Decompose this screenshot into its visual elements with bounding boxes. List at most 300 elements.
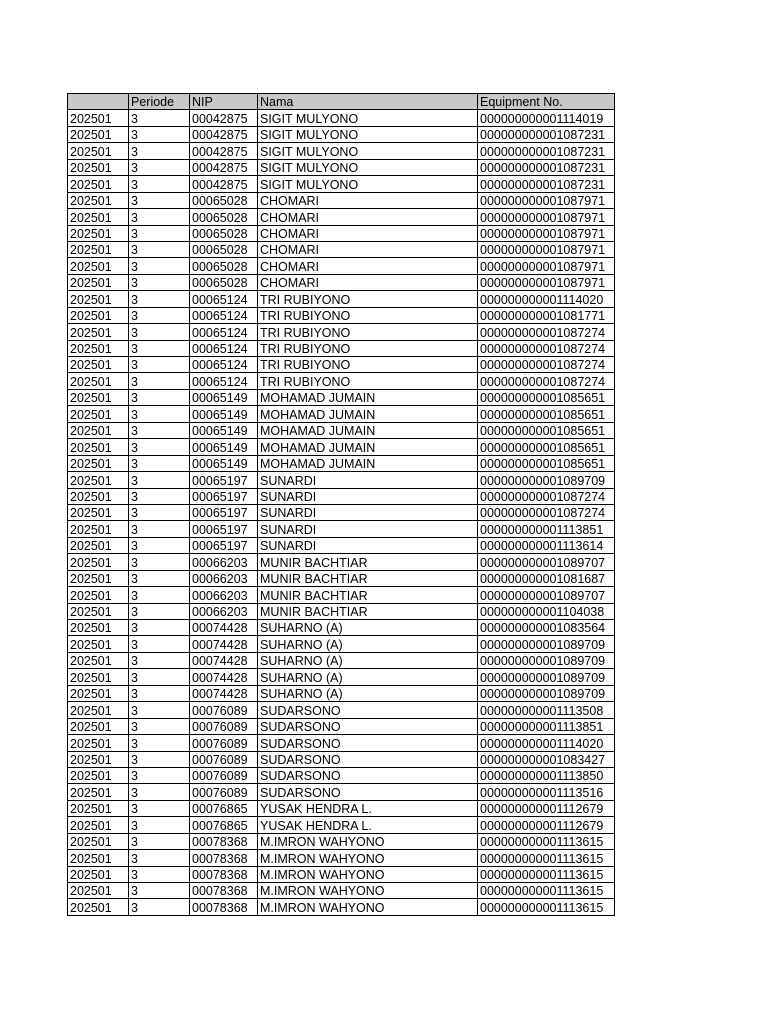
cell-nama: SUHARNO (A) — [258, 669, 478, 685]
table-row — [68, 570, 615, 586]
cell-nip: 00078368 — [190, 866, 258, 882]
cell-period-code: 202501 — [68, 225, 129, 241]
cell-periode: 3 — [129, 472, 190, 488]
cell-nama: MOHAMAD JUMAIN — [258, 439, 478, 455]
cell-periode: 3 — [129, 225, 190, 241]
cell-equipment-no: 000000000001104038 — [478, 603, 615, 619]
header-nip: NIP — [190, 94, 258, 110]
cell-periode: 3 — [129, 702, 190, 718]
cell-nama: SUNARDI — [258, 472, 478, 488]
cell-equipment-no: 000000000001087231 — [478, 159, 615, 175]
cell-nama: SUNARDI — [258, 488, 478, 504]
cell-equipment-no: 000000000001087231 — [478, 126, 615, 142]
cell-periode: 3 — [129, 767, 190, 783]
cell-period-code: 202501 — [68, 422, 129, 438]
cell-periode: 3 — [129, 850, 190, 866]
cell-nip: 00065028 — [190, 258, 258, 274]
cell-period-code: 202501 — [68, 899, 129, 915]
cell-period-code: 202501 — [68, 176, 129, 192]
cell-period-code: 202501 — [68, 488, 129, 504]
cell-nama: SUHARNO (A) — [258, 636, 478, 652]
cell-period-code: 202501 — [68, 833, 129, 849]
cell-equipment-no: 000000000001089709 — [478, 636, 615, 652]
cell-period-code: 202501 — [68, 258, 129, 274]
cell-equipment-no: 000000000001085651 — [478, 439, 615, 455]
cell-nama: MOHAMAD JUMAIN — [258, 422, 478, 438]
cell-nip: 00065028 — [190, 192, 258, 208]
cell-nama: M.IMRON WAHYONO — [258, 883, 478, 899]
cell-equipment-no: 000000000001089707 — [478, 587, 615, 603]
cell-periode: 3 — [129, 488, 190, 504]
cell-nama: SUDARSONO — [258, 735, 478, 751]
table-row — [68, 504, 615, 520]
cell-period-code: 202501 — [68, 537, 129, 553]
cell-period-code: 202501 — [68, 636, 129, 652]
cell-equipment-no: 000000000001112679 — [478, 800, 615, 816]
cell-periode: 3 — [129, 620, 190, 636]
table-row — [68, 389, 615, 405]
cell-nama: M.IMRON WAHYONO — [258, 833, 478, 849]
cell-periode: 3 — [129, 373, 190, 389]
cell-periode: 3 — [129, 521, 190, 537]
cell-equipment-no: 000000000001087231 — [478, 176, 615, 192]
cell-period-code: 202501 — [68, 735, 129, 751]
cell-periode: 3 — [129, 274, 190, 290]
cell-period-code: 202501 — [68, 159, 129, 175]
cell-periode: 3 — [129, 735, 190, 751]
cell-nip: 00042875 — [190, 176, 258, 192]
cell-equipment-no: 000000000001085651 — [478, 455, 615, 471]
cell-periode: 3 — [129, 209, 190, 225]
cell-period-code: 202501 — [68, 603, 129, 619]
table-row — [68, 784, 615, 800]
cell-period-code: 202501 — [68, 373, 129, 389]
cell-equipment-no: 000000000001113615 — [478, 850, 615, 866]
table-row — [68, 340, 615, 356]
cell-equipment-no: 000000000001089709 — [478, 669, 615, 685]
cell-periode: 3 — [129, 324, 190, 340]
cell-periode: 3 — [129, 718, 190, 734]
cell-periode: 3 — [129, 504, 190, 520]
cell-periode: 3 — [129, 126, 190, 142]
cell-period-code: 202501 — [68, 209, 129, 225]
cell-equipment-no: 000000000001089707 — [478, 554, 615, 570]
cell-period-code: 202501 — [68, 241, 129, 257]
cell-period-code: 202501 — [68, 126, 129, 142]
cell-nama: SUNARDI — [258, 537, 478, 553]
table-row — [68, 110, 615, 126]
cell-nama: CHOMARI — [258, 258, 478, 274]
table-row — [68, 735, 615, 751]
table-row — [68, 472, 615, 488]
cell-equipment-no: 000000000001114020 — [478, 291, 615, 307]
cell-period-code: 202501 — [68, 554, 129, 570]
table-row — [68, 587, 615, 603]
cell-nip: 00065124 — [190, 357, 258, 373]
cell-nama: SIGIT MULYONO — [258, 159, 478, 175]
cell-nip: 00078368 — [190, 850, 258, 866]
cell-equipment-no: 000000000001087971 — [478, 274, 615, 290]
cell-period-code: 202501 — [68, 291, 129, 307]
cell-period-code: 202501 — [68, 143, 129, 159]
cell-periode: 3 — [129, 291, 190, 307]
table-row — [68, 800, 615, 816]
cell-nama: MOHAMAD JUMAIN — [258, 406, 478, 422]
cell-nama: TRI RUBIYONO — [258, 324, 478, 340]
cell-period-code: 202501 — [68, 274, 129, 290]
table-row — [68, 159, 615, 175]
cell-nama: SUDARSONO — [258, 702, 478, 718]
cell-periode: 3 — [129, 899, 190, 915]
cell-period-code: 202501 — [68, 817, 129, 833]
cell-nama: SUDARSONO — [258, 767, 478, 783]
cell-equipment-no: 000000000001089709 — [478, 472, 615, 488]
header-col-1 — [68, 94, 129, 110]
cell-periode: 3 — [129, 570, 190, 586]
cell-period-code: 202501 — [68, 866, 129, 882]
cell-equipment-no: 000000000001083564 — [478, 620, 615, 636]
cell-nip: 00076089 — [190, 718, 258, 734]
cell-nip: 00074428 — [190, 652, 258, 668]
table-row — [68, 899, 615, 915]
cell-nip: 00065124 — [190, 307, 258, 323]
cell-periode: 3 — [129, 406, 190, 422]
cell-nama: CHOMARI — [258, 274, 478, 290]
cell-nip: 00065197 — [190, 488, 258, 504]
cell-period-code: 202501 — [68, 850, 129, 866]
cell-nip: 00066203 — [190, 587, 258, 603]
cell-period-code: 202501 — [68, 110, 129, 126]
cell-period-code: 202501 — [68, 685, 129, 701]
cell-nip: 00065028 — [190, 225, 258, 241]
cell-nip: 00065149 — [190, 422, 258, 438]
cell-nip: 00065149 — [190, 389, 258, 405]
table-row — [68, 537, 615, 553]
cell-nip: 00042875 — [190, 159, 258, 175]
cell-periode: 3 — [129, 833, 190, 849]
table-row — [68, 718, 615, 734]
cell-period-code: 202501 — [68, 718, 129, 734]
cell-periode: 3 — [129, 587, 190, 603]
table-row — [68, 702, 615, 718]
header-nama: Nama — [258, 94, 478, 110]
table-row — [68, 866, 615, 882]
cell-nama: CHOMARI — [258, 241, 478, 257]
cell-periode: 3 — [129, 685, 190, 701]
cell-equipment-no: 000000000001087274 — [478, 488, 615, 504]
cell-equipment-no: 000000000001087231 — [478, 143, 615, 159]
table-row — [68, 406, 615, 422]
cell-periode: 3 — [129, 357, 190, 373]
cell-nip: 00065028 — [190, 274, 258, 290]
cell-nama: M.IMRON WAHYONO — [258, 866, 478, 882]
cell-nip: 00074428 — [190, 620, 258, 636]
cell-periode: 3 — [129, 784, 190, 800]
cell-periode: 3 — [129, 176, 190, 192]
cell-period-code: 202501 — [68, 406, 129, 422]
cell-nama: SUNARDI — [258, 504, 478, 520]
table-row — [68, 307, 615, 323]
table-row — [68, 636, 615, 652]
cell-nama: YUSAK HENDRA L. — [258, 800, 478, 816]
cell-periode: 3 — [129, 554, 190, 570]
cell-period-code: 202501 — [68, 652, 129, 668]
cell-nip: 00076089 — [190, 735, 258, 751]
table-row — [68, 685, 615, 701]
cell-nama: SIGIT MULYONO — [258, 143, 478, 159]
cell-equipment-no: 000000000001113615 — [478, 883, 615, 899]
cell-nama: TRI RUBIYONO — [258, 291, 478, 307]
cell-nama: TRI RUBIYONO — [258, 357, 478, 373]
cell-nip: 00076089 — [190, 784, 258, 800]
cell-periode: 3 — [129, 307, 190, 323]
cell-period-code: 202501 — [68, 521, 129, 537]
cell-periode: 3 — [129, 110, 190, 126]
header-equipment-no: Equipment No. — [478, 94, 615, 110]
cell-nip: 00065028 — [190, 209, 258, 225]
cell-nama: SUHARNO (A) — [258, 652, 478, 668]
table-row — [68, 439, 615, 455]
cell-periode: 3 — [129, 652, 190, 668]
cell-nama: SUDARSONO — [258, 718, 478, 734]
table-row — [68, 126, 615, 142]
cell-nip: 00065149 — [190, 406, 258, 422]
cell-period-code: 202501 — [68, 455, 129, 471]
cell-nip: 00074428 — [190, 636, 258, 652]
cell-periode: 3 — [129, 817, 190, 833]
cell-nama: SIGIT MULYONO — [258, 126, 478, 142]
cell-equipment-no: 000000000001087971 — [478, 209, 615, 225]
cell-nama: SUDARSONO — [258, 784, 478, 800]
cell-periode: 3 — [129, 669, 190, 685]
table-row — [68, 422, 615, 438]
cell-nip: 00065124 — [190, 373, 258, 389]
cell-equipment-no: 000000000001087274 — [478, 504, 615, 520]
cell-nama: MUNIR BACHTIAR — [258, 554, 478, 570]
cell-periode: 3 — [129, 439, 190, 455]
table-row — [68, 357, 615, 373]
table-row — [68, 488, 615, 504]
cell-nip: 00065149 — [190, 455, 258, 471]
cell-nip: 00065197 — [190, 521, 258, 537]
cell-equipment-no: 000000000001085651 — [478, 389, 615, 405]
cell-equipment-no: 000000000001089709 — [478, 685, 615, 701]
cell-nip: 00076865 — [190, 817, 258, 833]
cell-equipment-no: 000000000001113615 — [478, 866, 615, 882]
cell-equipment-no: 000000000001087274 — [478, 340, 615, 356]
cell-nip: 00076865 — [190, 800, 258, 816]
cell-periode: 3 — [129, 883, 190, 899]
cell-nama: MUNIR BACHTIAR — [258, 570, 478, 586]
cell-periode: 3 — [129, 636, 190, 652]
table-row — [68, 554, 615, 570]
header-periode: Periode — [129, 94, 190, 110]
cell-equipment-no: 000000000001113614 — [478, 537, 615, 553]
table-row — [68, 833, 615, 849]
cell-equipment-no: 000000000001113851 — [478, 718, 615, 734]
cell-equipment-no: 000000000001089709 — [478, 652, 615, 668]
cell-equipment-no: 000000000001112679 — [478, 817, 615, 833]
cell-equipment-no: 000000000001087274 — [478, 324, 615, 340]
cell-period-code: 202501 — [68, 389, 129, 405]
cell-periode: 3 — [129, 422, 190, 438]
cell-equipment-no: 000000000001085651 — [478, 422, 615, 438]
table-row — [68, 767, 615, 783]
cell-equipment-no: 000000000001113850 — [478, 767, 615, 783]
cell-nama: SIGIT MULYONO — [258, 110, 478, 126]
cell-periode: 3 — [129, 389, 190, 405]
cell-equipment-no: 000000000001114019 — [478, 110, 615, 126]
cell-nama: M.IMRON WAHYONO — [258, 899, 478, 915]
cell-nip: 00065197 — [190, 504, 258, 520]
cell-periode: 3 — [129, 866, 190, 882]
table-row — [68, 324, 615, 340]
table-row — [68, 209, 615, 225]
cell-nip: 00074428 — [190, 685, 258, 701]
cell-nip: 00042875 — [190, 143, 258, 159]
cell-nip: 00065124 — [190, 291, 258, 307]
table-row — [68, 620, 615, 636]
cell-period-code: 202501 — [68, 784, 129, 800]
equipment-table — [67, 93, 615, 916]
cell-nip: 00042875 — [190, 126, 258, 142]
cell-equipment-no: 000000000001087274 — [478, 357, 615, 373]
cell-nip: 00065124 — [190, 324, 258, 340]
cell-equipment-no: 000000000001087971 — [478, 225, 615, 241]
cell-period-code: 202501 — [68, 570, 129, 586]
cell-period-code: 202501 — [68, 587, 129, 603]
cell-equipment-no: 000000000001113615 — [478, 899, 615, 915]
cell-equipment-no: 000000000001113508 — [478, 702, 615, 718]
table-row — [68, 817, 615, 833]
cell-period-code: 202501 — [68, 439, 129, 455]
cell-nama: CHOMARI — [258, 209, 478, 225]
cell-periode: 3 — [129, 258, 190, 274]
table-row — [68, 521, 615, 537]
cell-nip: 00066203 — [190, 603, 258, 619]
cell-period-code: 202501 — [68, 767, 129, 783]
cell-nip: 00076089 — [190, 767, 258, 783]
cell-period-code: 202501 — [68, 669, 129, 685]
cell-nip: 00065028 — [190, 241, 258, 257]
cell-period-code: 202501 — [68, 751, 129, 767]
cell-nip: 00066203 — [190, 554, 258, 570]
cell-nama: TRI RUBIYONO — [258, 340, 478, 356]
cell-nama: CHOMARI — [258, 192, 478, 208]
cell-nama: SUHARNO (A) — [258, 620, 478, 636]
cell-period-code: 202501 — [68, 883, 129, 899]
table-row — [68, 291, 615, 307]
table-row — [68, 241, 615, 257]
cell-period-code: 202501 — [68, 702, 129, 718]
cell-equipment-no: 000000000001085651 — [478, 406, 615, 422]
cell-period-code: 202501 — [68, 192, 129, 208]
cell-nip: 00065149 — [190, 439, 258, 455]
cell-periode: 3 — [129, 143, 190, 159]
table-row — [68, 176, 615, 192]
cell-nip: 00065197 — [190, 472, 258, 488]
cell-period-code: 202501 — [68, 620, 129, 636]
cell-nip: 00066203 — [190, 570, 258, 586]
cell-periode: 3 — [129, 800, 190, 816]
cell-nama: MUNIR BACHTIAR — [258, 603, 478, 619]
cell-nama: CHOMARI — [258, 225, 478, 241]
table-header — [68, 94, 615, 110]
cell-nip: 00042875 — [190, 110, 258, 126]
cell-periode: 3 — [129, 751, 190, 767]
cell-period-code: 202501 — [68, 472, 129, 488]
cell-periode: 3 — [129, 340, 190, 356]
table-row — [68, 455, 615, 471]
table-row — [68, 603, 615, 619]
cell-equipment-no: 000000000001113615 — [478, 833, 615, 849]
table-row — [68, 274, 615, 290]
table-row — [68, 883, 615, 899]
cell-periode: 3 — [129, 537, 190, 553]
cell-periode: 3 — [129, 192, 190, 208]
cell-equipment-no: 000000000001081687 — [478, 570, 615, 586]
cell-period-code: 202501 — [68, 307, 129, 323]
cell-nama: SUDARSONO — [258, 751, 478, 767]
cell-nama: M.IMRON WAHYONO — [258, 850, 478, 866]
table-row — [68, 373, 615, 389]
cell-equipment-no: 000000000001087971 — [478, 192, 615, 208]
cell-equipment-no: 000000000001113851 — [478, 521, 615, 537]
cell-nama: SUNARDI — [258, 521, 478, 537]
cell-equipment-no: 000000000001113516 — [478, 784, 615, 800]
cell-nama: MOHAMAD JUMAIN — [258, 389, 478, 405]
cell-equipment-no: 000000000001083427 — [478, 751, 615, 767]
table-row — [68, 225, 615, 241]
cell-nip: 00076089 — [190, 702, 258, 718]
cell-periode: 3 — [129, 455, 190, 471]
cell-nip: 00078368 — [190, 833, 258, 849]
cell-nip: 00065124 — [190, 340, 258, 356]
cell-equipment-no: 000000000001087971 — [478, 258, 615, 274]
cell-nama: TRI RUBIYONO — [258, 307, 478, 323]
cell-nip: 00078368 — [190, 899, 258, 915]
cell-period-code: 202501 — [68, 800, 129, 816]
cell-periode: 3 — [129, 159, 190, 175]
cell-nama: SUHARNO (A) — [258, 685, 478, 701]
table-row — [68, 652, 615, 668]
cell-periode: 3 — [129, 241, 190, 257]
cell-nama: MUNIR BACHTIAR — [258, 587, 478, 603]
table-row — [68, 143, 615, 159]
cell-periode: 3 — [129, 603, 190, 619]
cell-nip: 00065197 — [190, 537, 258, 553]
cell-nip: 00074428 — [190, 669, 258, 685]
cell-period-code: 202501 — [68, 504, 129, 520]
table-row — [68, 850, 615, 866]
cell-nip: 00078368 — [190, 883, 258, 899]
cell-period-code: 202501 — [68, 340, 129, 356]
cell-equipment-no: 000000000001087971 — [478, 241, 615, 257]
table-body — [68, 110, 615, 915]
header-row — [68, 94, 615, 110]
cell-nama: MOHAMAD JUMAIN — [258, 455, 478, 471]
cell-period-code: 202501 — [68, 324, 129, 340]
table-row — [68, 192, 615, 208]
cell-nip: 00076089 — [190, 751, 258, 767]
cell-period-code: 202501 — [68, 357, 129, 373]
cell-nama: TRI RUBIYONO — [258, 373, 478, 389]
cell-equipment-no: 000000000001114020 — [478, 735, 615, 751]
cell-equipment-no: 000000000001087274 — [478, 373, 615, 389]
cell-nama: SIGIT MULYONO — [258, 176, 478, 192]
table-row — [68, 669, 615, 685]
table-row — [68, 258, 615, 274]
